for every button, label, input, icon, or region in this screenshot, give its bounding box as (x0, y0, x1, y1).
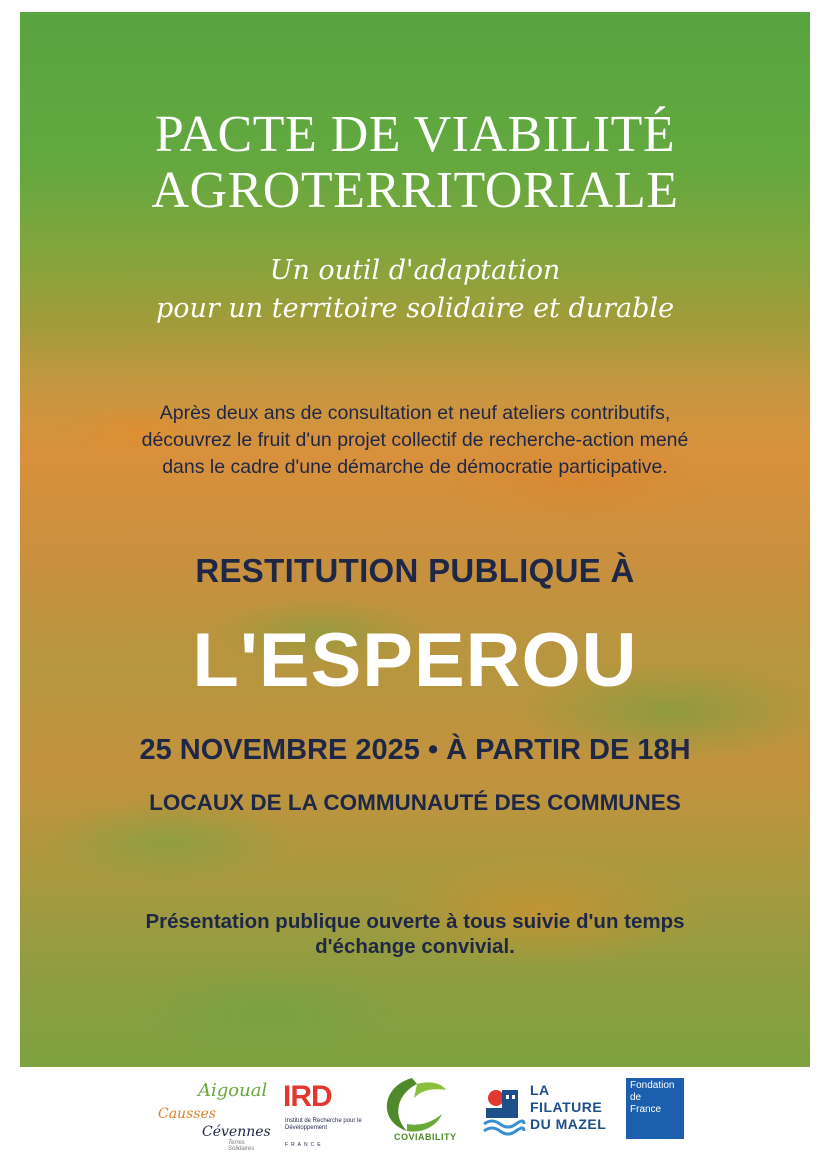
fondation-de-france-logo (626, 1078, 684, 1139)
intro-line-2: découvrez le fruit d'un projet collectif de recherche-action mené (141, 429, 689, 451)
ird-logo (283, 1080, 363, 1150)
restitution-heading: RESTITUTION PUBLIQUE À (195, 552, 635, 589)
filature-building-icon (482, 1086, 526, 1136)
event-note (50, 909, 780, 959)
filature-line-1: LA (530, 1082, 550, 1098)
event-date: 25 NOVEMBRE 2025 • À PARTIR DE 18H (139, 734, 691, 766)
ird-mark: IRD (283, 1080, 332, 1113)
logo-causses-text: Causses (158, 1106, 216, 1122)
ird-name: Institut de Recherche pour le Développement (285, 1118, 362, 1131)
title-line-2: AGROTERRITORIALE (151, 162, 679, 219)
fondation-line-1: Fondation (630, 1080, 675, 1091)
filature-line-2: FILATURE (530, 1099, 603, 1115)
filature-line-3: DU MAZEL (530, 1116, 607, 1132)
subtitle-line-2: pour un territoire solidaire et durable (155, 293, 675, 324)
poster-subtitle (20, 252, 810, 328)
event-place: L'ESPEROU (192, 618, 638, 703)
logo-cevennes-text: Cévennes (202, 1124, 271, 1140)
fondation-line-3: France (630, 1104, 662, 1115)
coviability-text: COVIABILITY (394, 1132, 457, 1142)
intro-line-3: dans le cadre d'une démarche de démocratie participative. (162, 456, 668, 478)
poster-title (20, 107, 810, 219)
filature-du-mazel-logo (482, 1082, 612, 1154)
poster-background (20, 12, 810, 1067)
intro-line-1: Après deux ans de consultation et neuf ateliers contributifs, (159, 402, 671, 424)
logo-tagline-text: Terres Solidaires (228, 1140, 255, 1152)
intro-paragraph (60, 400, 770, 481)
subtitle-line-1: Un outil d'adaptation (269, 255, 561, 286)
coviability-logo (372, 1076, 467, 1154)
causses-aigoual-cevennes-logo (156, 1078, 271, 1152)
title-line-1: PACTE DE VIABILITÉ (154, 106, 676, 163)
coviability-leaf-icon (372, 1076, 467, 1136)
partner-logos (0, 1070, 827, 1169)
event-venue: LOCAUX DE LA COMMUNAUTÉ DES COMMUNES (149, 790, 681, 815)
note-line-2: d'échange convivial. (315, 935, 515, 958)
ird-country: FRANCE (285, 1142, 324, 1148)
note-line-1: Présentation publique ouverte à tous suivie d'un temps (145, 910, 685, 933)
logo-aigoual-text: Aigoual (198, 1080, 268, 1101)
fondation-line-2: de (630, 1092, 642, 1103)
filature-text (530, 1082, 606, 1133)
